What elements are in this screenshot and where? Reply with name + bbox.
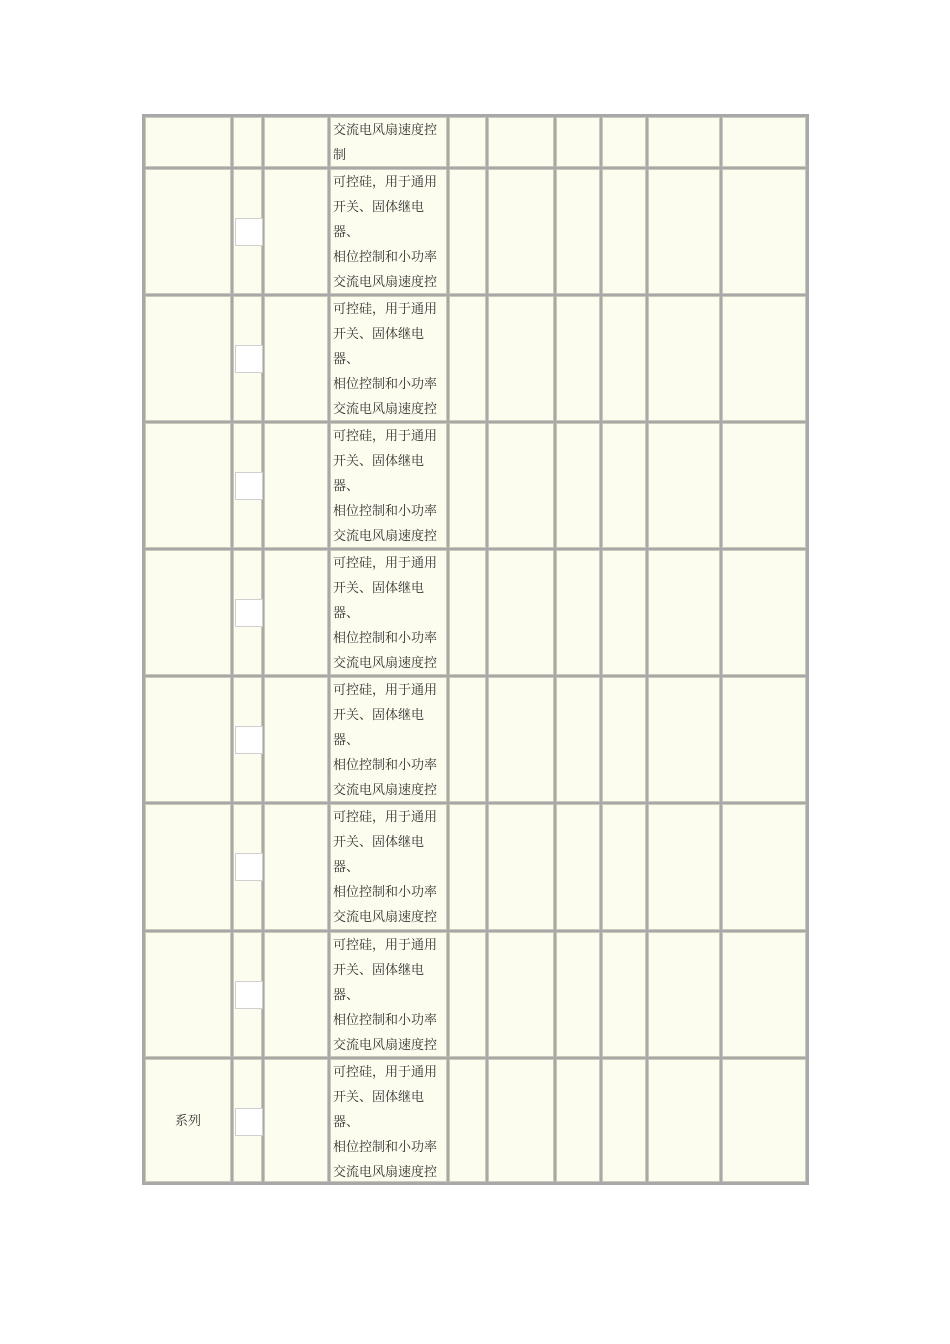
table-row bbox=[144, 549, 807, 676]
table-row bbox=[144, 422, 807, 549]
table-cell bbox=[556, 1059, 600, 1182]
table-cell bbox=[264, 677, 328, 802]
table-cell bbox=[488, 932, 554, 1057]
image-cell bbox=[233, 677, 262, 802]
table-cell bbox=[488, 1059, 554, 1182]
description-cell bbox=[330, 804, 447, 930]
table-cell bbox=[722, 1059, 806, 1182]
table-cell bbox=[264, 932, 328, 1057]
image-cell bbox=[233, 423, 262, 548]
table-cell bbox=[648, 169, 720, 294]
table-cell bbox=[449, 296, 486, 421]
series-cell bbox=[145, 1059, 231, 1182]
table-cell bbox=[488, 169, 554, 294]
description-line: 开关、固体继电器、 bbox=[333, 200, 425, 240]
table-cell bbox=[264, 117, 328, 167]
table-cell bbox=[556, 296, 600, 421]
description-line: 相位控制和小功率 bbox=[333, 631, 438, 646]
product-image bbox=[235, 472, 263, 500]
table-row bbox=[144, 168, 807, 295]
table-cell bbox=[264, 804, 328, 930]
table-cell bbox=[556, 117, 600, 167]
table-cell bbox=[488, 296, 554, 421]
series-cell bbox=[145, 932, 231, 1057]
description-line: 交流电风扇速度控 bbox=[333, 783, 438, 798]
description-cell bbox=[330, 550, 447, 675]
table-cell bbox=[722, 550, 806, 675]
product-table bbox=[142, 114, 809, 1185]
table-cell bbox=[722, 677, 806, 802]
table-cell bbox=[488, 117, 554, 167]
description-cell bbox=[330, 423, 447, 548]
table-cell bbox=[648, 932, 720, 1057]
description-cell bbox=[330, 296, 447, 421]
table-cell bbox=[556, 677, 600, 802]
table-cell bbox=[602, 117, 646, 167]
table-row bbox=[144, 1058, 807, 1183]
description-line: 交流电风扇速度控 bbox=[333, 402, 438, 417]
description-line: 相位控制和小功率 bbox=[333, 377, 438, 392]
table-cell bbox=[648, 677, 720, 802]
table-cell bbox=[602, 296, 646, 421]
description-line: 相位控制和小功率 bbox=[333, 1140, 438, 1155]
table-cell bbox=[488, 677, 554, 802]
description-line: 可控硅，用于通用 bbox=[333, 556, 438, 571]
image-cell bbox=[233, 804, 262, 930]
table-row bbox=[144, 295, 807, 422]
product-image bbox=[235, 853, 263, 881]
product-image bbox=[235, 981, 263, 1009]
table-cell bbox=[556, 550, 600, 675]
product-image bbox=[235, 218, 263, 246]
table-row bbox=[144, 116, 807, 168]
description-line: 开关、固体继电器、 bbox=[333, 581, 425, 621]
table-cell bbox=[648, 1059, 720, 1182]
table-cell bbox=[449, 804, 486, 930]
table-cell bbox=[602, 804, 646, 930]
series-cell bbox=[145, 117, 231, 167]
table-cell bbox=[488, 550, 554, 675]
series-cell bbox=[145, 169, 231, 294]
table-cell bbox=[722, 804, 806, 930]
table-cell bbox=[602, 423, 646, 548]
table-cell bbox=[449, 550, 486, 675]
series-label: 系列 bbox=[174, 1114, 201, 1129]
description-line: 可控硅，用于通用 bbox=[333, 175, 438, 190]
image-cell bbox=[233, 117, 262, 167]
description-line: 开关、固体继电器、 bbox=[333, 1090, 425, 1130]
table-cell bbox=[556, 169, 600, 294]
table-cell bbox=[449, 423, 486, 548]
table-cell bbox=[488, 423, 554, 548]
series-cell bbox=[145, 677, 231, 802]
table-cell bbox=[449, 169, 486, 294]
description-line: 可控硅，用于通用 bbox=[333, 810, 438, 825]
table-cell bbox=[648, 550, 720, 675]
table-cell bbox=[602, 550, 646, 675]
description-line: 交流电风扇速度控 bbox=[333, 123, 438, 138]
table-cell bbox=[488, 804, 554, 930]
image-cell bbox=[233, 932, 262, 1057]
table-cell bbox=[602, 169, 646, 294]
table-cell bbox=[722, 117, 806, 167]
table-row bbox=[144, 803, 807, 931]
image-cell bbox=[233, 296, 262, 421]
description-line: 交流电风扇速度控 bbox=[333, 656, 438, 671]
table-cell bbox=[449, 117, 486, 167]
description-line: 开关、固体继电器、 bbox=[333, 963, 425, 1003]
table-cell bbox=[722, 423, 806, 548]
description-cell bbox=[330, 677, 447, 802]
table-cell bbox=[264, 423, 328, 548]
table-cell bbox=[449, 1059, 486, 1182]
description-line: 可控硅，用于通用 bbox=[333, 429, 438, 444]
product-image bbox=[235, 726, 263, 754]
table-cell bbox=[556, 423, 600, 548]
table-cell bbox=[264, 296, 328, 421]
product-image bbox=[235, 599, 263, 627]
image-cell bbox=[233, 550, 262, 675]
description-line: 相位控制和小功率 bbox=[333, 885, 438, 900]
table-cell bbox=[648, 804, 720, 930]
description-line: 开关、固体继电器、 bbox=[333, 454, 425, 494]
table-cell bbox=[648, 296, 720, 421]
description-line: 交流电风扇速度控 bbox=[333, 910, 438, 925]
description-line: 交流电风扇速度控 bbox=[333, 1038, 438, 1053]
table-cell bbox=[556, 804, 600, 930]
description-line: 交流电风扇速度控 bbox=[333, 529, 438, 544]
series-cell bbox=[145, 550, 231, 675]
description-cell bbox=[330, 169, 447, 294]
table-row bbox=[144, 676, 807, 803]
product-image bbox=[235, 345, 263, 373]
series-cell bbox=[145, 423, 231, 548]
description-line: 开关、固体继电器、 bbox=[333, 327, 425, 367]
series-cell bbox=[145, 804, 231, 930]
series-cell bbox=[145, 296, 231, 421]
description-line: 开关、固体继电器、 bbox=[333, 835, 425, 875]
description-line: 可控硅，用于通用 bbox=[333, 302, 438, 317]
description-line: 相位控制和小功率 bbox=[333, 504, 438, 519]
table-cell bbox=[602, 1059, 646, 1182]
description-cell bbox=[330, 932, 447, 1057]
image-cell bbox=[233, 1059, 262, 1182]
table-cell bbox=[648, 117, 720, 167]
table-cell bbox=[264, 550, 328, 675]
table-cell bbox=[602, 677, 646, 802]
table-row bbox=[144, 931, 807, 1058]
image-cell bbox=[233, 169, 262, 294]
description-line: 交流电风扇速度控 bbox=[333, 275, 438, 290]
table-cell bbox=[449, 677, 486, 802]
description-line: 交流电风扇速度控 bbox=[333, 1165, 438, 1180]
description-line: 开关、固体继电器、 bbox=[333, 708, 425, 748]
description-cell bbox=[330, 117, 447, 167]
description-line: 可控硅，用于通用 bbox=[333, 938, 438, 953]
description-line: 可控硅，用于通用 bbox=[333, 1065, 438, 1080]
table-cell bbox=[722, 169, 806, 294]
table-cell bbox=[722, 296, 806, 421]
description-line: 相位控制和小功率 bbox=[333, 1013, 438, 1028]
table-cell bbox=[556, 932, 600, 1057]
description-line: 相位控制和小功率 bbox=[333, 250, 438, 265]
description-line: 制 bbox=[333, 148, 347, 163]
description-cell bbox=[330, 1059, 447, 1182]
table-cell bbox=[264, 169, 328, 294]
product-image bbox=[235, 1108, 263, 1136]
table-cell bbox=[264, 1059, 328, 1182]
table-cell bbox=[449, 932, 486, 1057]
table-cell bbox=[602, 932, 646, 1057]
table-cell bbox=[722, 932, 806, 1057]
description-line: 相位控制和小功率 bbox=[333, 758, 438, 773]
table-cell bbox=[648, 423, 720, 548]
description-line: 可控硅，用于通用 bbox=[333, 683, 438, 698]
